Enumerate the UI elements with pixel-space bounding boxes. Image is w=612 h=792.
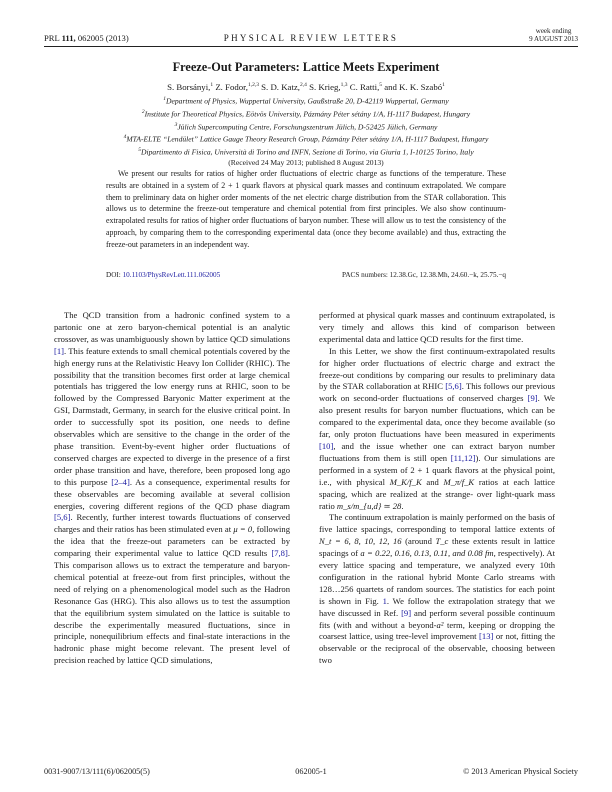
page-number: 062005-1 [295, 767, 327, 776]
article-number: 062005 (2013) [77, 33, 129, 43]
citation-link[interactable]: [1] [54, 345, 65, 356]
author-aff: 1 [442, 82, 445, 89]
text: and perform several possible continuum fits (with and without a beyond- [319, 607, 556, 630]
volume: 111, [61, 33, 76, 43]
math: M_K/f_K [389, 476, 422, 487]
aff-text: Jülich Supercomputing Centre, Forschungszentrum Jülich, D-52425 Jülich, Germany [177, 122, 438, 132]
math: m_s/m_{u,d} ≃ 28 [336, 500, 402, 511]
author-aff: 5 [379, 82, 383, 89]
affiliation [0, 132, 612, 145]
text: . We also present results for baryon number fluctuations, which can be compared to the experimental data, once they become available (so far, only proton fluctuations have been measured in experiments [319, 393, 555, 440]
text: . This follows our previous work on second-order fluctuations of conserved charges [319, 381, 555, 404]
week-ending-label: week ending [535, 27, 572, 35]
author-list [0, 82, 612, 92]
text: . This feature extends to small chemical potentials covered by the high energy runs at the Relativistic Heavy Ion Collider (RHIC). The possibility that the transition becomes first order at large chemical potentials has triggered the low energy runs at RHIC, soon to be followed by the Compressed Baryonic Matter experiment at the GSI, Darmstadt, Germany, in search for the elusive critical point. In order to successfully spot its position, one needs to define observables which are sensitive to the change in the order of the phase transition. Event-by-event higher order fluctuations of conserved charges are expected to diverge in the presence of a first order phase transition and have, therefore, been proposed long ago to this purpose [54, 345, 290, 487]
pacs-numbers: PACS numbers: 12.38.Gc, 12.38.Mh, 24.60.−k, 25.75.−q [342, 271, 506, 279]
text: ratios at each lattice spacing, which are realized at the strange- over light-quark mass ratio [319, 476, 555, 511]
math: M_π/f_K [443, 476, 475, 487]
math: N_t = 6, 8, 10, 12, 16 [319, 536, 402, 547]
math: T_c [435, 536, 449, 547]
text: . This comparison allows us to extract the temperature and baryon-chemical potential at freeze-out from first principles, without the need of relying on a phenomenological model such as the Hadron Resonance Gas (HRG). This also allows us to test the assumption that the equilibrium system simulated on the lattice is suitable to describe the experimentally measured fluctuations, since in principle, nonequilibrium effects and final-state interactions in the hadronic phase might become relevant. The present level of precision reached by lattice QCD simulations, [54, 548, 290, 666]
author-aff: 1,3 [340, 82, 348, 89]
author-aff: 1,2,3 [247, 82, 259, 89]
journal-abbrev: PRL [44, 33, 60, 43]
text: ). Our simulations are performed in a system of 2 + 1 quark flavors at the physical point, i.e., with physical [319, 452, 555, 487]
running-header [44, 22, 578, 47]
aff-num: 1 [163, 96, 167, 102]
citation-link[interactable]: [9] [527, 393, 538, 404]
paragraph: performed at physical quark masses and continuum extrapolated, is very timely and allows this kind of comparison between experimental data and lattice QCD results for the first time. [319, 310, 555, 344]
text: term, keeping or dropping the coarsest lattice, using tree-level improvement [319, 619, 555, 642]
text: The continuum extrapolation is mainly performed on the basis of five lattice spacings, corresponding to temporal lattice extents of [319, 512, 555, 535]
math: a = 0.22, 0.16, 0.13, 0.11, and 0.08 fm [360, 548, 494, 559]
text: The QCD transition from a hadronic confined system to a partonic one at zero baryon-chemical potential is an analytic crossover, as was unambiguously shown by lattice QCD simulations [54, 310, 290, 344]
journal-name: PHYSICAL REVIEW LETTERS [223, 33, 399, 43]
text: , following the idea that the freeze-out parameters can be extracted by comparing their experimental value to lattice QCD results [54, 524, 291, 559]
issn-code: 0031-9007/13/111(6)/062005(5) [44, 767, 150, 776]
figure-link[interactable]: 1 [382, 595, 387, 606]
received-date: (Received 24 May 2013; published 8 August 2013) [228, 158, 384, 168]
author-aff: 2,4 [300, 82, 307, 89]
math: μ = 0 [233, 524, 253, 535]
text: . [401, 500, 404, 511]
author: S. D. Katz, [261, 82, 301, 92]
author: C. Ratti, [349, 82, 380, 92]
text: In this Letter, we show the first continuum-extrapolated results for higher order fluctuations of electric charge and extract the freeze-out conditions by comparing our results to preliminary data by the STAR collaboration at RHIC [319, 345, 555, 392]
text: these extents result in lattice spacings of [319, 536, 555, 559]
aff-num: 2 [141, 108, 145, 115]
aff-text: MTA-ELTE “Lendület” Lattice Gauge Theory Research Group, Pázmány Péter sétány 1/A, H-1117 Budapest, Hungary [126, 135, 489, 145]
author: S. Krieg, [309, 82, 341, 92]
doi-pacs-row [106, 271, 506, 279]
week-ending-date: 9 AUGUST 2013 [529, 35, 578, 43]
text: and [421, 476, 444, 487]
aff-num: 4 [123, 134, 127, 141]
text: . Recently, further interest towards fluctuations of conserved charges and their ratios has been stimulated even at [54, 512, 290, 535]
citation-link[interactable]: [7,8] [271, 548, 288, 559]
aff-num: 3 [174, 121, 178, 128]
citation-link[interactable]: [2–4] [111, 476, 130, 487]
body-column-right [319, 310, 555, 667]
doi-label: DOI: [106, 271, 121, 279]
affiliation [0, 145, 612, 158]
affiliation [0, 120, 612, 133]
aff-text: Department of Physics, Wuppertal University, Gaußstraße 20, D-42119 Wuppertal, Germany [166, 96, 449, 106]
affiliations [0, 94, 612, 168]
paper-title: Freeze-Out Parameters: Lattice Meets Experiment [172, 60, 440, 74]
text: (around [401, 536, 436, 547]
paragraph [319, 512, 555, 667]
citation-link[interactable]: [10] [319, 440, 334, 451]
aff-text: Institute for Theoretical Physics, Eötvös University, Pázmány Péter sétány 1/A, H-1117 Budapest, Hungary [144, 109, 471, 119]
citation-link[interactable]: [5,6] [54, 512, 71, 523]
abstract: We present our results for ratios of higher order fluctuations of electric charge as functions of the temperature. These results are obtained in a system of 2 + 1 quark flavors at physical quark masses and continuum extrapolated. We compare them to preliminary data on higher order moments of the net electric charge distribution from the STAR collaboration. This allows us to determine the freeze-out temperature and chemical potential from first principles. We also show continuum-extrapolated results for ratios of higher order fluctuations of baryon number. These will allow us to test the consistency of the approach, by comparing them to the corresponding experimental data (once they become available) and thus, extracting the freeze-out parameters in an independent way. [106, 169, 506, 249]
text: . As a consequence, experimental results for these observables are becoming available at several collision energies, covering different regions of the QCD phase diagram [54, 476, 290, 511]
paragraph [319, 346, 555, 513]
citation-link[interactable]: [11,12] [450, 452, 476, 463]
author: and K. K. Szabó [384, 82, 443, 92]
aff-num: 5 [138, 147, 142, 154]
text: , and the issue whether one can extract baryon number fluctuations from them is still open [319, 440, 555, 463]
body-column-left [54, 310, 290, 667]
author: Z. Fodor, [215, 82, 248, 92]
text: . We follow the extrapolation strategy that we have discussed in Ref. [319, 595, 555, 618]
text: or not, fitting the observable or the reciprocal of the observable, choosing between two [319, 631, 556, 666]
affiliation [0, 94, 612, 107]
citation-link[interactable]: [9] [401, 607, 412, 618]
week-ending [529, 27, 578, 43]
author: S. Borsányi, [167, 82, 211, 92]
copyright: © 2013 American Physical Society [463, 767, 578, 776]
math: a² [436, 619, 444, 630]
text: , respectively). At every lattice spacing and temperature, we analyzed every 10th configuration in the rational hybrid Monte Carlo streams with 128…256 quartets of random sources. The statistics for each point is shown in Fig. [319, 548, 555, 606]
citation-link[interactable]: [5,6] [445, 381, 462, 392]
author-aff: 1 [210, 82, 214, 89]
paragraph [54, 310, 290, 667]
citation-link[interactable]: [13] [479, 631, 494, 642]
doi-link[interactable]: 10.1103/PhysRevLett.111.062005 [122, 271, 221, 279]
aff-text: Dipartimento di Fisica, Università di Torino and INFN, Sezione di Torino, via Giuria 1, I-10125 Torino, Italy [141, 147, 474, 157]
affiliation [0, 107, 612, 120]
